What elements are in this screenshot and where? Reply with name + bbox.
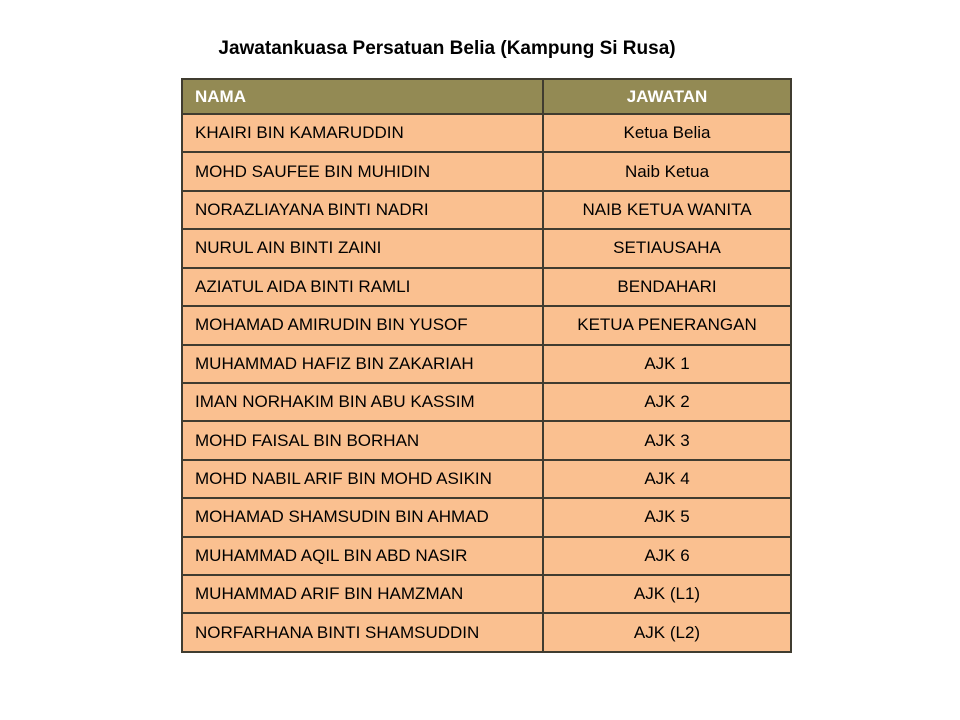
nama-cell: NORFARHANA BINTI SHAMSUDDIN bbox=[182, 613, 543, 652]
jawatan-cell: Naib Ketua bbox=[543, 152, 791, 190]
jawatan-cell: AJK 3 bbox=[543, 421, 791, 459]
nama-cell: NORAZLIAYANA BINTI NADRI bbox=[182, 191, 543, 229]
jawatan-cell: AJK (L2) bbox=[543, 613, 791, 652]
nama-cell: MUHAMMAD HAFIZ BIN ZAKARIAH bbox=[182, 345, 543, 383]
table-row bbox=[182, 229, 791, 267]
jawatan-cell: AJK 2 bbox=[543, 383, 791, 421]
nama-cell: MUHAMMAD ARIF BIN HAMZMAN bbox=[182, 575, 543, 613]
nama-cell: MOHAMAD SHAMSUDIN BIN AHMAD bbox=[182, 498, 543, 536]
table-row bbox=[182, 345, 791, 383]
table-row bbox=[182, 575, 791, 613]
jawatan-cell: AJK 6 bbox=[543, 537, 791, 575]
table-row bbox=[182, 152, 791, 190]
jawatan-cell: AJK 5 bbox=[543, 498, 791, 536]
jawatan-cell: Ketua Belia bbox=[543, 114, 791, 152]
nama-cell: IMAN NORHAKIM BIN ABU KASSIM bbox=[182, 383, 543, 421]
table-row bbox=[182, 268, 791, 306]
jawatan-cell: SETIAUSAHA bbox=[543, 229, 791, 267]
table-row bbox=[182, 613, 791, 652]
table-row bbox=[182, 383, 791, 421]
header-row bbox=[182, 79, 791, 114]
column-header-jawatan: JAWATAN bbox=[543, 79, 791, 114]
nama-cell: AZIATUL AIDA BINTI RAMLI bbox=[182, 268, 543, 306]
jawatan-cell: AJK 4 bbox=[543, 460, 791, 498]
committee-table bbox=[181, 78, 792, 653]
nama-cell: MOHAMAD AMIRUDIN BIN YUSOF bbox=[182, 306, 543, 344]
page-title: Jawatankuasa Persatuan Belia (Kampung Si Rusa) bbox=[218, 38, 676, 59]
nama-cell: KHAIRI BIN KAMARUDDIN bbox=[182, 114, 543, 152]
table-header bbox=[182, 79, 791, 114]
nama-cell: MOHD NABIL ARIF BIN MOHD ASIKIN bbox=[182, 460, 543, 498]
table-row bbox=[182, 191, 791, 229]
nama-cell: MOHD SAUFEE BIN MUHIDIN bbox=[182, 152, 543, 190]
table-row bbox=[182, 306, 791, 344]
table-row bbox=[182, 114, 791, 152]
column-header-nama: NAMA bbox=[182, 79, 543, 114]
table-body bbox=[182, 114, 791, 652]
jawatan-cell: NAIB KETUA WANITA bbox=[543, 191, 791, 229]
jawatan-cell: BENDAHARI bbox=[543, 268, 791, 306]
nama-cell: MOHD FAISAL BIN BORHAN bbox=[182, 421, 543, 459]
table-row bbox=[182, 460, 791, 498]
jawatan-cell: AJK (L1) bbox=[543, 575, 791, 613]
jawatan-cell: AJK 1 bbox=[543, 345, 791, 383]
jawatan-cell: KETUA PENERANGAN bbox=[543, 306, 791, 344]
table-row bbox=[182, 498, 791, 536]
nama-cell: MUHAMMAD AQIL BIN ABD NASIR bbox=[182, 537, 543, 575]
nama-cell: NURUL AIN BINTI ZAINI bbox=[182, 229, 543, 267]
table-row bbox=[182, 537, 791, 575]
table-row bbox=[182, 421, 791, 459]
